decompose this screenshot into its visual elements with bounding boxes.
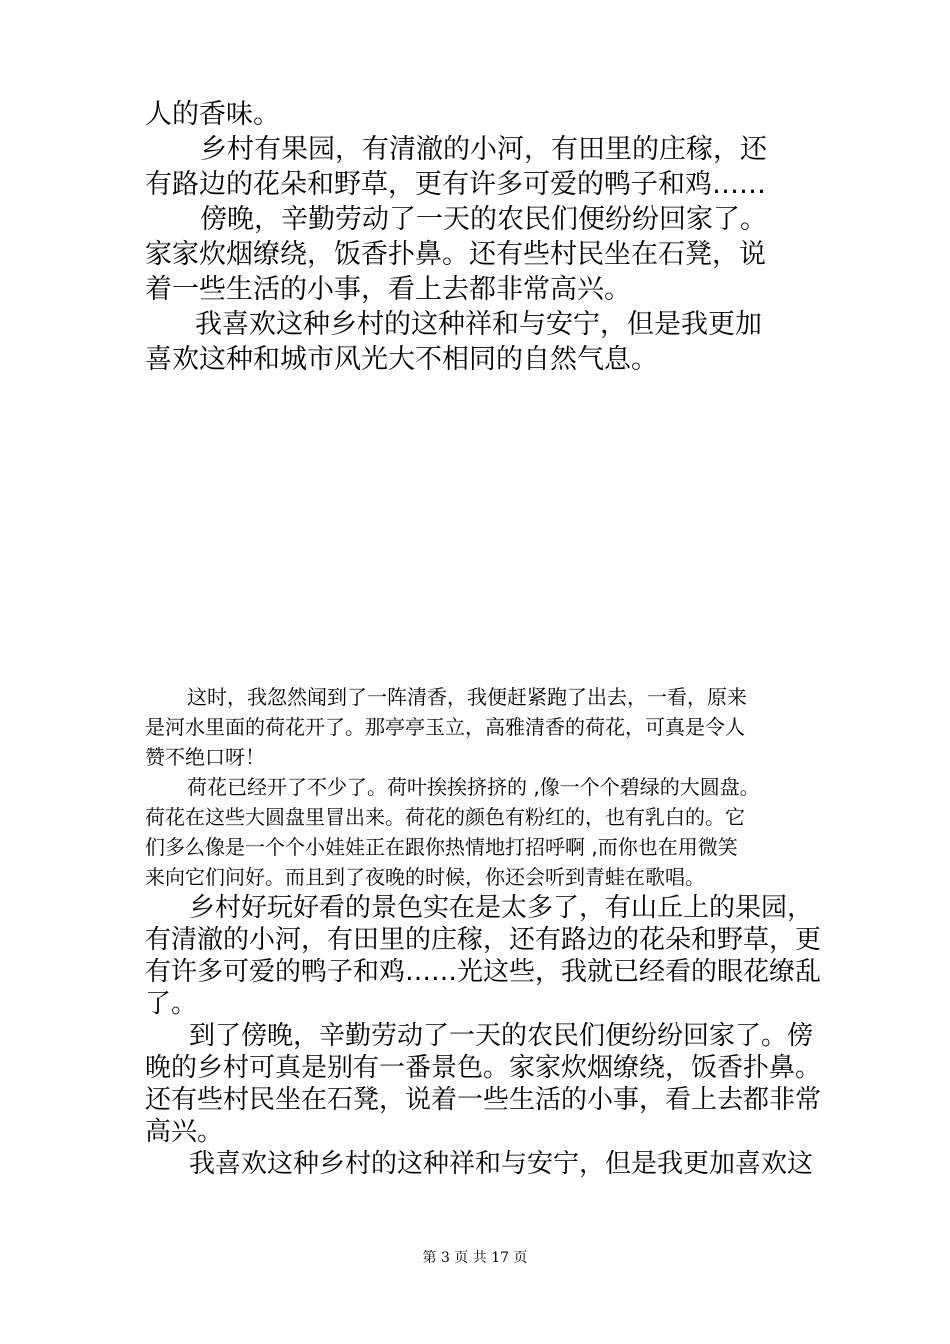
text-line: 赞不绝口呀！ <box>145 745 265 769</box>
text-line: 家家炊烟缭绕，饭香扑鼻。还有些村民坐在石凳，说 <box>145 239 766 270</box>
text-line: 高兴。 <box>145 1117 224 1147</box>
text-line: 们多么像是一个个小娃娃正在跟你热情地打招呼啊 ,而你也在用微笑 <box>145 835 738 859</box>
text-line: 晚的乡村可真是别有一番景色。家家炊烟缭绕，饭香扑鼻。 <box>145 1053 822 1083</box>
text-line: 喜欢这种和城市风光大不相同的自然气息。 <box>145 344 658 375</box>
text-line: 傍晚，辛勤劳动了一天的农民们便纷纷回家了。 <box>200 204 767 235</box>
text-line: 这时，我忽然闻到了一阵清香，我便赶紧跑了出去，一看，原来 <box>187 685 747 709</box>
text-line: 我喜欢这种乡村的这种祥和与安宁，但是我更加 <box>195 309 762 340</box>
text-line: 有路边的花朵和野草，更有许多可爱的鸭子和鸡…… <box>145 169 766 200</box>
text-line: 有清澈的小河，有田里的庄稼，还有路边的花朵和野草，更 <box>145 925 822 955</box>
bottom-text-block <box>145 682 822 1180</box>
text-line: 乡村有果园，有清澈的小河，有田里的庄稼，还 <box>200 134 767 165</box>
text-line: 有许多可爱的鸭子和鸡……光这些，我就已经看的眼花缭乱 <box>145 957 822 987</box>
text-line: 到了傍晚，辛勤劳动了一天的农民们便纷纷回家了。傍 <box>189 1021 814 1051</box>
text-line: 荷花已经开了不少了。荷叶挨挨挤挤的 ,像一个个碧绿的大圆盘。 <box>187 775 760 799</box>
text-line: 人的香味。 <box>145 99 280 130</box>
text-line: 乡村好玩好看的景色实在是太多了，有山丘上的果园， <box>189 893 814 923</box>
text-line: 荷花在这些大圆盘里冒出来。荷花的颜色有粉红的，也有乳白的。它 <box>145 805 745 829</box>
text-line: 着一些生活的小事，看上去都非常高兴。 <box>145 274 631 305</box>
page-number-footer: 第 3 页 共 17 页 <box>422 1250 528 1266</box>
text-line: 还有些村民坐在石凳，说着一些生活的小事，看上去都非常 <box>145 1085 822 1115</box>
text-line: 来向它们问好。而且到了夜晚的时候，你还会听到青蛙在歌唱。 <box>145 865 705 889</box>
text-line: 我喜欢这种乡村的这种祥和与安宁，但是我更加喜欢这 <box>189 1149 814 1179</box>
text-line: 了。 <box>145 989 198 1019</box>
text-line: 是河水里面的荷花开了。那亭亭玉立，高雅清香的荷花，可真是令人 <box>145 715 745 739</box>
top-text-block <box>145 97 815 377</box>
